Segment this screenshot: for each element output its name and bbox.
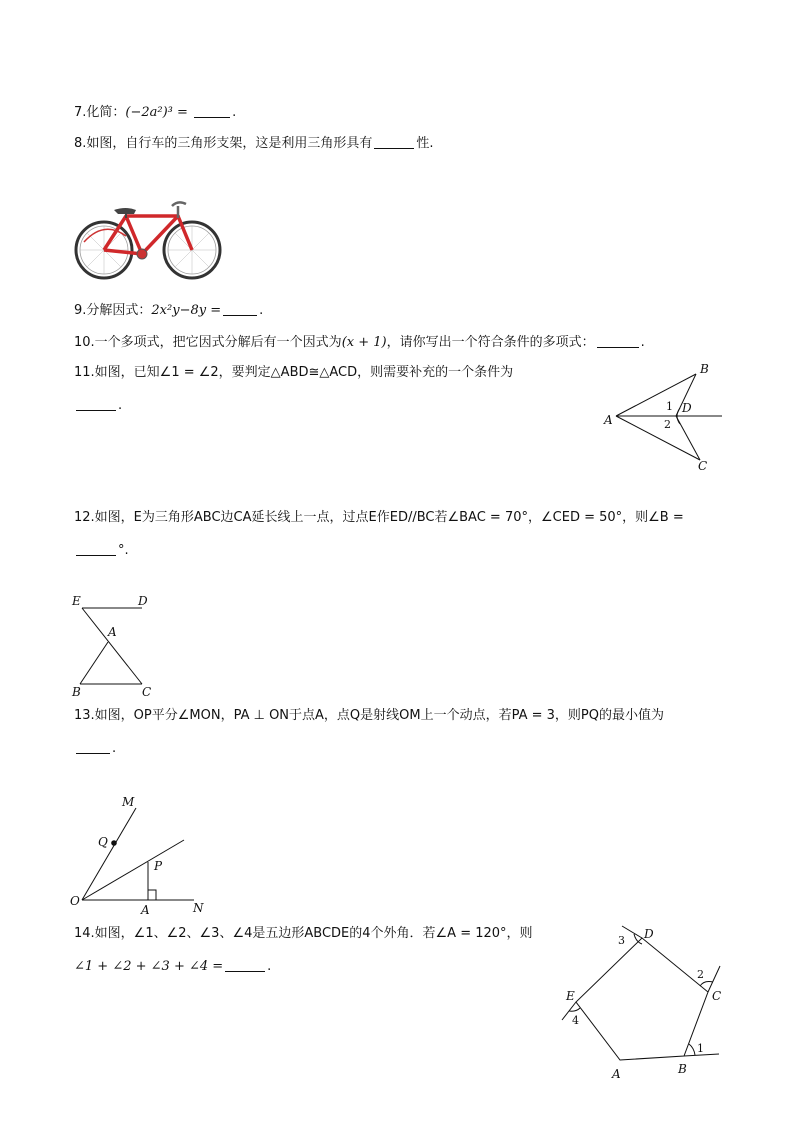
svg-text:E: E xyxy=(566,989,575,1003)
question-9: 9.分解因式：2x²y−8y = . xyxy=(74,303,264,318)
q9-expression: 2x²y−8y = xyxy=(151,303,222,318)
svg-text:C: C xyxy=(142,685,152,699)
svg-text:A: A xyxy=(108,625,117,639)
svg-text:O: O xyxy=(70,894,80,908)
answer-blank[interactable] xyxy=(194,103,230,118)
answer-blank[interactable] xyxy=(76,541,116,556)
svg-text:C: C xyxy=(698,459,708,473)
question-14: 14.如图，∠1、∠2、∠3、∠4是五边形ABCDE的4个外角．若∠A = 120°，则 xyxy=(74,926,533,941)
question-12-line2: °. xyxy=(74,541,129,560)
answer-blank[interactable] xyxy=(225,957,265,972)
svg-text:2: 2 xyxy=(697,968,704,981)
svg-text:P: P xyxy=(154,859,163,873)
question-8: 8.如图，自行车的三角形支架，这是利用三角形具有 性. xyxy=(74,136,434,151)
svg-text:1: 1 xyxy=(666,400,673,413)
svg-text:D: D xyxy=(644,927,654,941)
svg-text:3: 3 xyxy=(618,934,625,947)
svg-text:B: B xyxy=(678,1062,687,1076)
figure-12 xyxy=(70,590,160,700)
answer-blank[interactable] xyxy=(76,739,110,754)
answer-blank[interactable] xyxy=(223,301,257,316)
svg-text:M: M xyxy=(122,795,135,809)
svg-text:A: A xyxy=(141,903,150,917)
svg-text:1: 1 xyxy=(697,1042,704,1055)
bicycle-image xyxy=(74,192,224,292)
question-13: 13.如图，OP平分∠MON，PA ⊥ ON于点A，点Q是射线OM上一个动点，若PA = 3，则PQ的最小值为 xyxy=(74,708,664,723)
figure-11 xyxy=(598,360,728,475)
q7-expression: (−2a²)³ = xyxy=(125,105,188,120)
question-11-line2: . xyxy=(74,396,122,415)
bicycle-frame xyxy=(104,216,192,254)
question-11: 11.如图，已知∠1 = ∠2，要判定△ABD≅△ACD，则需要补充的一个条件为 xyxy=(74,365,514,380)
svg-text:D: D xyxy=(682,401,692,415)
svg-text:E: E xyxy=(72,594,81,608)
question-7: 7.化简：(−2a²)³ = . xyxy=(74,105,237,120)
answer-blank[interactable] xyxy=(76,396,116,411)
question-14-line2: ∠1 + ∠2 + ∠3 + ∠4 = . xyxy=(74,959,272,974)
question-13-line2: . xyxy=(74,739,116,758)
svg-text:C: C xyxy=(712,989,722,1003)
svg-text:A: A xyxy=(604,413,613,427)
svg-text:B: B xyxy=(700,362,709,376)
figure-13 xyxy=(66,792,216,922)
svg-text:Q: Q xyxy=(98,835,108,849)
svg-text:4: 4 xyxy=(572,1014,579,1027)
question-10: 10.一个多项式，把它因式分解后有一个因式为(x + 1)，请你写出一个符合条件的多项式： . xyxy=(74,335,645,350)
svg-text:A: A xyxy=(612,1067,621,1081)
answer-blank[interactable] xyxy=(374,134,414,149)
svg-text:B: B xyxy=(72,685,81,699)
svg-text:2: 2 xyxy=(664,418,671,431)
answer-blank[interactable] xyxy=(597,333,639,348)
figure-14 xyxy=(554,922,729,1082)
svg-text:D: D xyxy=(138,594,148,608)
question-12: 12.如图，E为三角形ABC边CA延长线上一点，过点E作ED//BC若∠BAC = 70°，∠CED = 50°，则∠B = xyxy=(74,510,684,525)
point-q xyxy=(111,840,117,846)
svg-text:N: N xyxy=(193,901,204,915)
